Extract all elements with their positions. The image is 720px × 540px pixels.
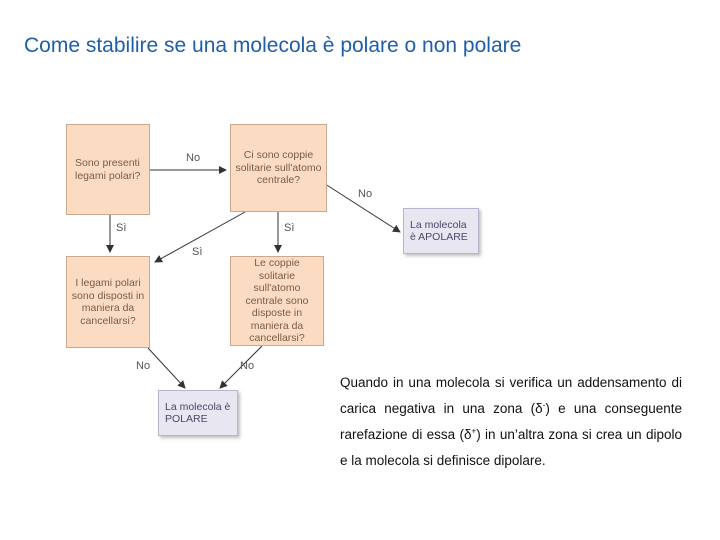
- label-no-top: No: [186, 152, 201, 164]
- arrow-no-to-polar-left: [148, 348, 185, 388]
- label-no-right: No: [358, 188, 373, 200]
- label-si-left: Sì: [116, 222, 127, 234]
- question-bonds-cancel: I legami polari sono disposti in maniera da cancellarsi?: [66, 256, 150, 348]
- label-no-bottom-left: No: [136, 360, 151, 372]
- text-part-3: ) in un’altra zona si crea un dipolo e la molecola si definisce dipolare.: [340, 427, 682, 468]
- question-lone-pairs: Ci sono coppie solitarie sull'atomo centrale?: [230, 124, 327, 212]
- result-polar: La molecola è POLARE: [158, 390, 238, 436]
- question-pairs-cancel: Le coppie solitarie sull'atomo centrale sono disposte in maniera da cancellarsi?: [230, 256, 324, 346]
- question-polar-bonds: Sono presenti legami polari?: [66, 124, 150, 215]
- text-part-1: Quando in una molecola si verifica un addensamento di carica negativa in una zona (δ: [340, 375, 682, 416]
- delta-plus-sign: +: [471, 426, 477, 436]
- result-apolar: La molecola è APOLARE: [403, 208, 479, 254]
- label-si-middle: Sì: [284, 222, 295, 234]
- text-part-2: ) e una conseguente rarefazione di essa (δ: [340, 401, 682, 442]
- page-title: Come stabilire se una molecola è polare o non polare: [24, 34, 522, 57]
- label-si-diagonal: Sì: [192, 246, 203, 258]
- delta-minus-sign: -: [542, 400, 546, 410]
- label-no-bottom-right: No: [240, 360, 255, 372]
- dipole-explanation: [340, 370, 682, 474]
